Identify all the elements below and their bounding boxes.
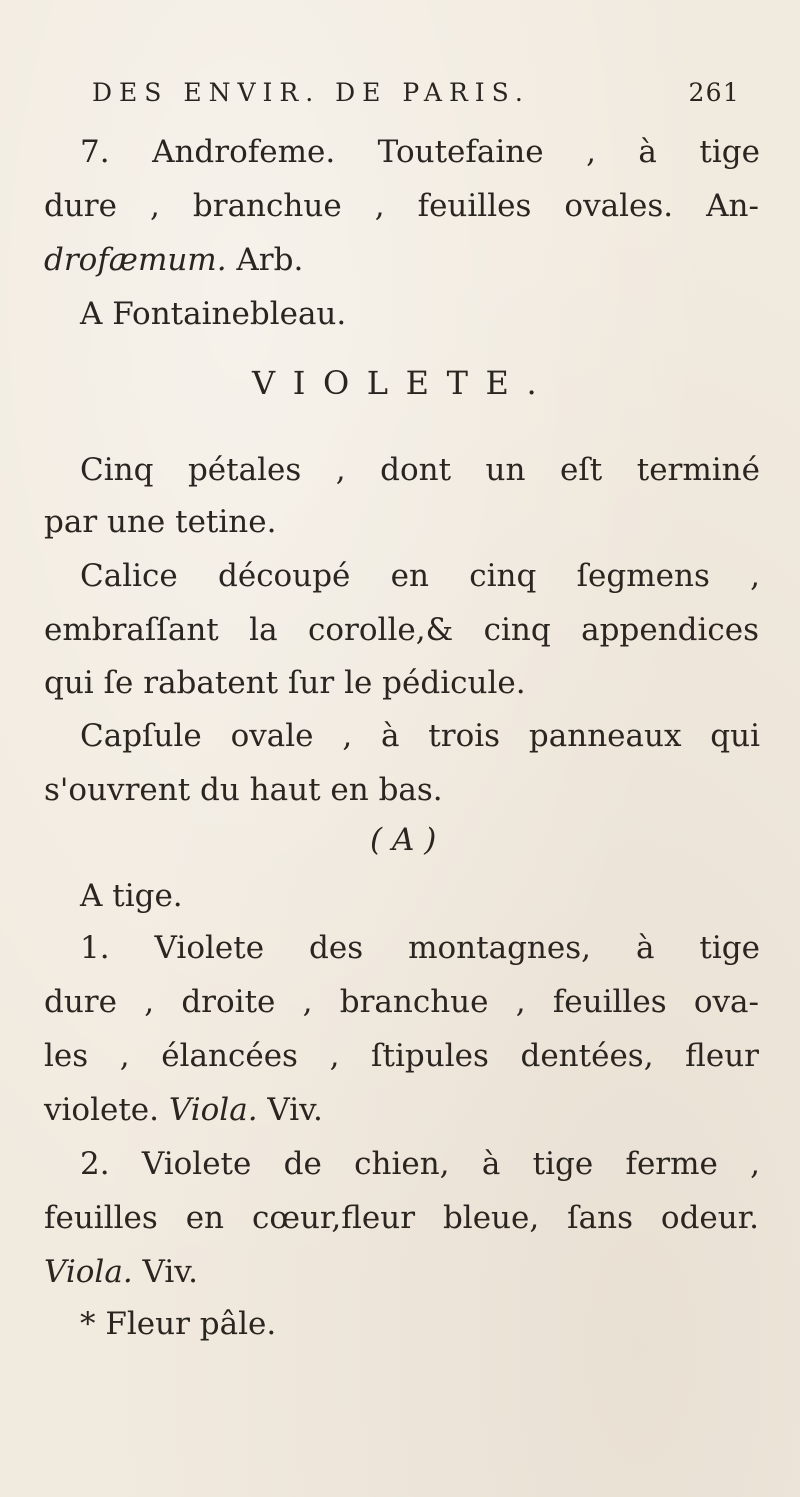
subsection-heading: A tige.	[80, 878, 183, 914]
entry-1-line-3: les , élancées , ſtipules dentées, fleur	[44, 1038, 759, 1074]
page-number: 261	[688, 78, 740, 107]
entry-1-line-4-start: violete.	[44, 1092, 169, 1128]
entry-7-line-3-rest: Arb.	[226, 242, 304, 278]
entry-7-line-1: 7. Androfeme. Toutefaine , à tige	[80, 134, 760, 170]
desc-line-7: s'ouvrent du haut en bas.	[44, 772, 443, 808]
entry-2-line-3	[44, 1252, 198, 1292]
subsection-label: ( A )	[370, 822, 437, 858]
entry-2-note: * Fleur pâle.	[80, 1306, 277, 1342]
entry-7-line-2: dure , branchue , feuilles ovales. An-	[44, 188, 759, 224]
entry-7-locality: A Fontainebleau.	[80, 296, 347, 332]
entry-1-line-2: dure , droite , branchue , feuilles ova-	[44, 984, 759, 1020]
desc-line-2: par une tetine.	[44, 504, 277, 540]
desc-line-5: qui ſe rabatent ſur le pédicule.	[44, 665, 526, 701]
running-title: DES ENVIR. DE PARIS.	[92, 78, 530, 107]
section-title: VIOLETE.	[252, 364, 555, 402]
desc-line-6: Capſule ovale , à trois panneaux qui	[80, 718, 760, 754]
running-header	[92, 78, 740, 118]
desc-line-4: embraſſant la corolle,& cinq appendices	[44, 612, 759, 648]
entry-7-line-3	[44, 240, 303, 280]
desc-line-3: Calice découpé en cinq ſegmens ,	[80, 558, 760, 594]
latin-name: Viola.	[168, 1092, 258, 1128]
entry-2-line-2: feuilles en cœur,fleur bleue, ſans odeur.	[44, 1200, 759, 1236]
entry-1-line-4	[44, 1090, 323, 1130]
entry-1-line-4-end: Viv.	[257, 1092, 323, 1128]
entry-1-line-1: 1. Violete des montagnes, à tige	[80, 930, 760, 966]
desc-line-1: Cinq pétales , dont un eſt terminé	[80, 452, 760, 488]
latin-name: Viola.	[44, 1254, 133, 1290]
entry-2-line-3-end: Viv.	[132, 1254, 198, 1290]
entry-2-line-1: 2. Violete de chien, à tige ferme ,	[80, 1146, 760, 1182]
latin-name: drofæmum.	[44, 242, 227, 278]
